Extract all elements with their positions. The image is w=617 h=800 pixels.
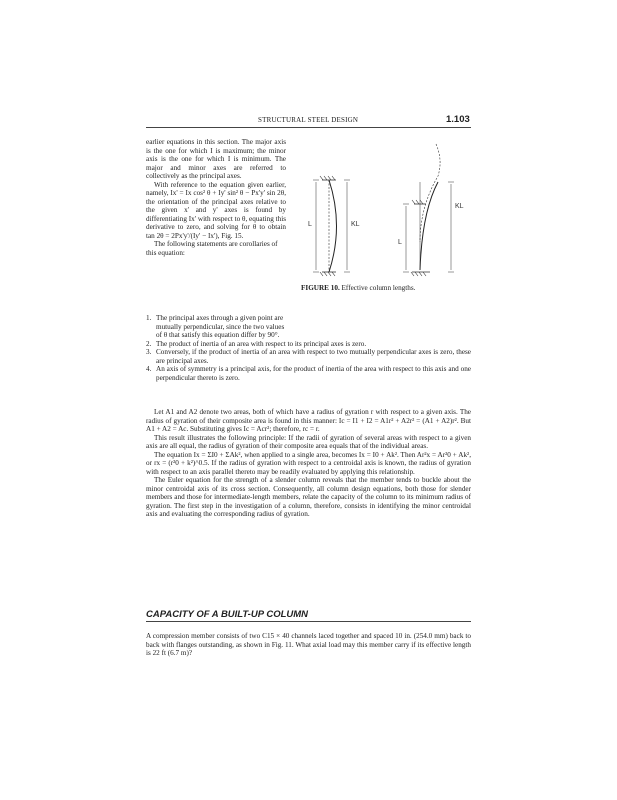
figure-caption-label: FIGURE 10. (301, 284, 340, 292)
list-item: 4. An axis of symmetry is a principal axis, for the product of inertia of the area with respect to this axis and one perpendicular thereto is zero. (146, 365, 471, 382)
list-item: 2. The product of inertia of an area with respect to its principal axes is zero. (146, 339, 367, 348)
paragraph: The Euler equation for the strength of a slender column reveals that the member tends to buckle about the minor centroidal axis of its cross section. Consequently, all column design equations, both those for slender members and those for intermediate-length members, relate the capacity of the column to its minimum radius of gyration. The first step in the investigation of a column, therefore, consists in identifying the minor centroidal axis and evaluating the corresponding radius of gyration. (146, 476, 471, 518)
list-item: 1. The principal axes through a given point are mutually perpendicular, since the two values of θ that satisfy this equation differ by 90°. (146, 314, 285, 339)
figure-caption-text: Effective column lengths. (341, 284, 416, 292)
list-item: 3. Conversely, if the product of inertia of an area with respect to two mutually perpendicular axes is zero, these are principal axes. (146, 348, 471, 365)
paragraph: earlier equations in this section. The major axis is the one for which I is maximum; the minor axis is the one for which I is minimum. The major and minor axes are referred to collectively as the principal axes. (146, 138, 286, 180)
effective-length-label-kl: KL (351, 221, 360, 228)
section-heading: CAPACITY OF A BUILT-UP COLUMN (146, 609, 309, 620)
paragraph: With reference to the equation given earlier, namely, Ix' = Ix cos² θ + Iy' sin² θ − Px'y' sin 2θ, the orientation of the principal axes relative to the given x' and y' axes is found by differentiating Ix' with respect to θ, equating this derivative to zero, and solving for θ to obtain tan 2θ = 2Px'y'/(Iy' − Ix'), Fig. 15. (146, 180, 286, 240)
paragraph: The following statements are corollaries of this equation: (146, 240, 278, 257)
figure-caption (301, 284, 415, 292)
section-body (146, 632, 471, 658)
length-label-l: L (398, 239, 402, 246)
figure-10-diagram (296, 132, 476, 282)
corollary-list (146, 314, 471, 382)
running-header-title: STRUCTURAL STEEL DESIGN (258, 116, 359, 124)
paragraph: A compression member consists of two C15 × 40 channels laced together and spaced 10 in. (254.0 mm) back to back with flanges outstanding, as shown in Fig. 11. What axial load may this member carry if its effective length is 22 ft (6.7 m)? (146, 632, 471, 657)
cantilever-column-figure (398, 144, 464, 276)
body-text (146, 408, 471, 519)
section-rule (146, 621, 471, 622)
paragraph: This result illustrates the following principle: If the radii of gyration of several areas with respect to a given axis are all equal, the radius of gyration of their composite area equals that of the individual areas. (146, 433, 471, 450)
left-column-text (146, 138, 286, 257)
length-label-l: L (308, 221, 312, 228)
paragraph: Let A1 and A2 denote two areas, both of which have a radius of gyration r with respect to a given axis. The radius of gyration of their composite area is found in this manner: Ic = I1 + I2 = A1r² + A2r² = (A1 + A2)r². But A1 + A2 = Ac. Substituting gives Ic = Acr²; therefore, rc = r. (146, 408, 471, 433)
header-rule (146, 127, 471, 128)
page-number: 1.103 (446, 114, 470, 125)
pinned-column-figure (308, 176, 360, 276)
paragraph: The equation Ix = ΣI0 + ΣAk², when applied to a single area, becomes Ix = I0 + Ak². Then Ar²x = Ar²0 + Ak², or rx = (r²0 + k²)^0.5. If the radius of gyration with respect to a centroidal axis is known, the radius of gyration with respect to an axis parallel thereto may be readily evaluated by applying this relationship. (146, 450, 471, 476)
effective-length-label-kl: KL (455, 203, 464, 210)
